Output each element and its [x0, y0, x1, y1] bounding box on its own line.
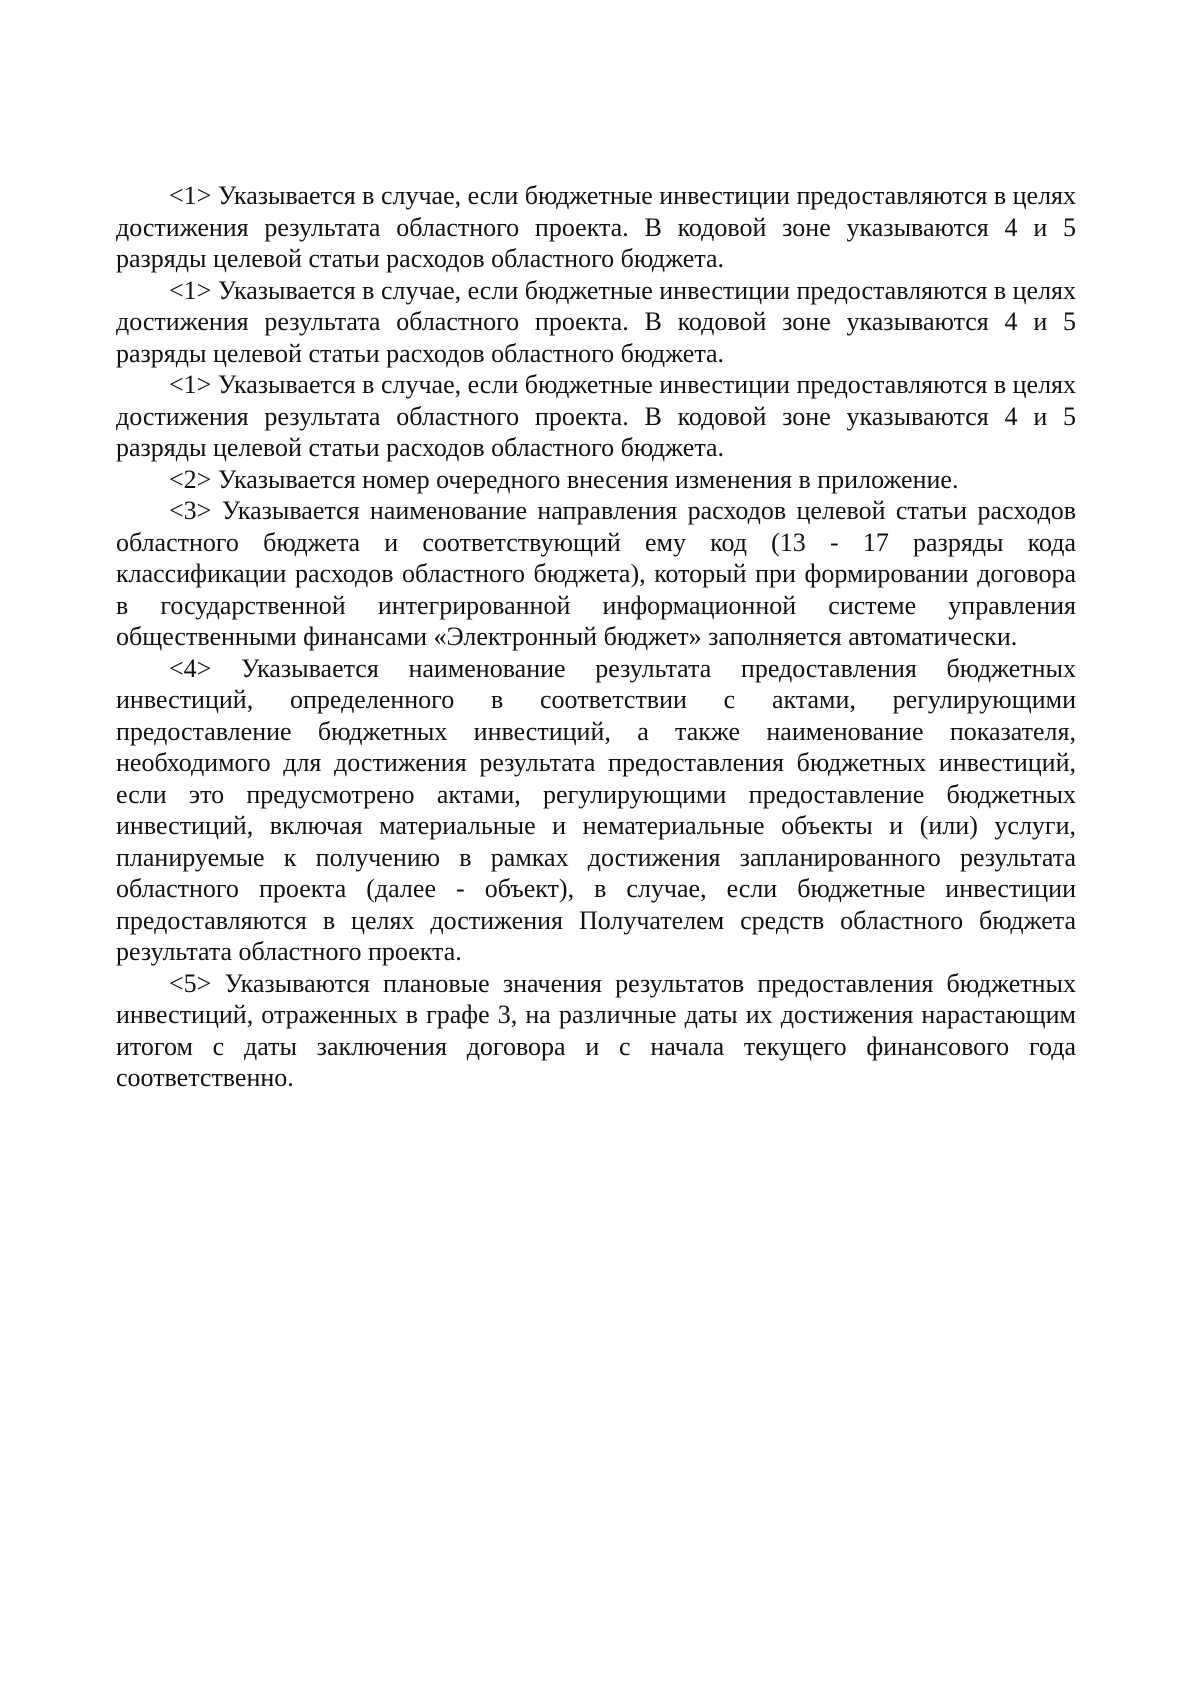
footnote-1: <1> Указывается в случае, если бюджетные инвестиции предоставляются в целях достижения результата областного проекта. В кодовой зоне указываются 4 и 5 разряды целевой статьи расходов областного бюджета. — [116, 181, 1076, 273]
footnote-5: <5> Указываются плановые значения результатов предоставления бюджетных инвестиций, отраженных в графе 3, на различные даты их достижения нарастающим итогом с даты заключения договора и с начала текущего финансового года соответственно. — [116, 968, 1076, 1092]
footnote-1-duplicate: <1> Указывается в случае, если бюджетные инвестиции предоставляются в целях достижения результата областного проекта. В кодовой зоне указываются 4 и 5 разряды целевой статьи расходов областного бюджета. — [116, 370, 1076, 462]
footnote-1-duplicate: <1> Указывается в случае, если бюджетные инвестиции предоставляются в целях достижения результата областного проекта. В кодовой зоне указываются 4 и 5 разряды целевой статьи расходов областного бюджета. — [116, 275, 1076, 368]
document-page — [116, 180, 1076, 1094]
footnote-2: <2> Указывается номер очередного внесения изменения в приложение. — [169, 464, 959, 494]
footnote-3: <3> Указывается наименование направления расходов целевой статьи расходов областного бюджета и соответствующий ему код (13 - 17 разряды кода классификации расходов областного бюджета), который при формировании договора в государственной интегрированной информационной системе управления общественными финансами «Электронный бюджет» заполняется автоматически. — [116, 496, 1076, 651]
footnote-4: <4> Указывается наименование результата предоставления бюджетных инвестиций, определенного в соответствии с актами, регулирующими предоставление бюджетных инвестиций, а также наименование показателя, необходимого для достижения результата предоставления бюджетных инвестиций, если это предусмотрено актами, регулирующими предоставление бюджетных инвестиций, включая материальные и нематериальные объекты и (или) услуги, планируемые к получению в рамках достижения запланированного результата областного проекта (далее - объект), в случае, если бюджетные инвестиции предоставляются в целях достижения Получателем средств областного бюджета результата областного проекта. — [116, 653, 1076, 966]
